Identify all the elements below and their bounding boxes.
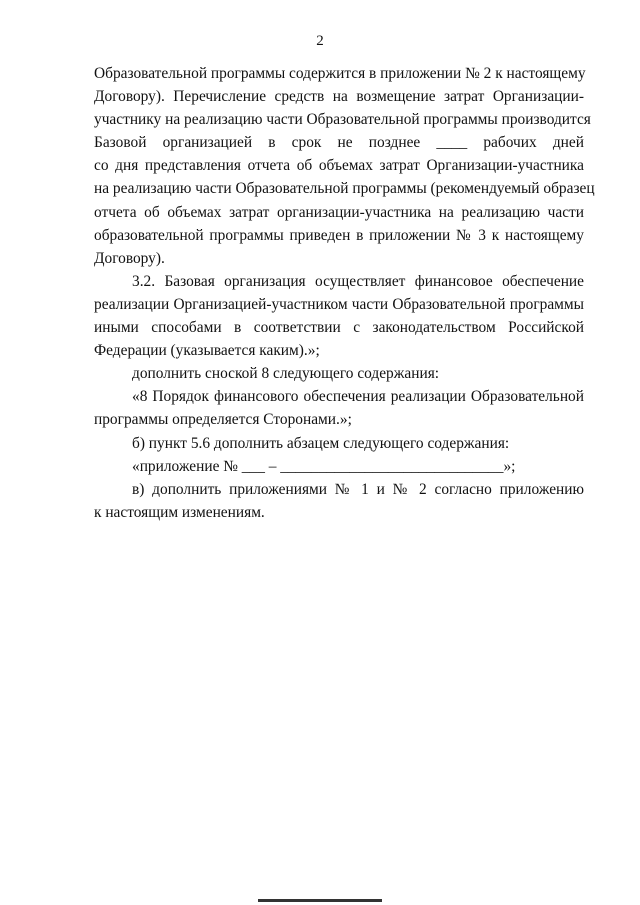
paragraph-1 (94, 62, 595, 270)
paragraph-2 (94, 270, 584, 362)
text-line-content: дополнить сноской 8 следующего содержания: (132, 365, 440, 383)
text-line-indented (94, 455, 584, 478)
text-line-indented (94, 432, 584, 455)
scan-edge-mark (258, 899, 382, 902)
text-line: Договору). (94, 249, 165, 267)
text-line-indented (94, 478, 584, 501)
text-line-content: «приложение № ___ – _____________________________»; (132, 457, 516, 475)
text-line-content: б) пункт 5.6 дополнить абзацем следующего содержания: (132, 434, 510, 452)
text-line-content: «8 Порядок финансового обеспечения реализации Образовательной (132, 388, 584, 406)
paragraph-4 (94, 385, 584, 431)
document-body (94, 62, 595, 524)
text-line: на реализацию части Образовательной программы (рекомендуемый образец (94, 180, 595, 198)
text-line: Договору). Перечисление средств на возмещение затрат Организации- (94, 88, 584, 106)
text-line-content: в) дополнить приложениями № 1 и № 2 согласно приложению (132, 480, 584, 498)
text-line: отчета об объемах затрат организации-участника на реализацию части (94, 203, 584, 221)
text-line: к настоящим изменениям. (94, 503, 265, 521)
paragraph-7 (94, 478, 584, 524)
text-line: Базовой организацией в срок не позднее ____ рабочих дней (94, 134, 584, 152)
text-line: Образовательной программы содержится в приложении № 2 к настоящему (94, 65, 586, 82)
paragraph-3 (94, 362, 584, 385)
text-line: со дня представления отчета об объемах затрат Организации-участника (94, 157, 584, 175)
text-line: реализации Организацией-участником части Образовательной программы (94, 295, 584, 313)
text-line: программы определяется Сторонами.»; (94, 411, 352, 429)
paragraph-5 (94, 432, 584, 455)
text-line-indented (94, 362, 584, 385)
text-line: участнику на реализацию части Образовательной программы производится (94, 111, 591, 129)
text-line: иными способами в соответствии с законодательством Российской (94, 319, 584, 337)
paragraph-6 (94, 455, 584, 478)
text-line-indented (94, 385, 584, 408)
text-line: образовательной программы приведен в приложении № 3 к настоящему (94, 226, 584, 244)
text-line-indented (94, 270, 584, 293)
text-line: Федерации (указывается каким).»; (94, 342, 320, 360)
page-number: 2 (316, 33, 324, 49)
text-line-content: 3.2. Базовая организация осуществляет финансовое обеспечение (132, 272, 584, 290)
